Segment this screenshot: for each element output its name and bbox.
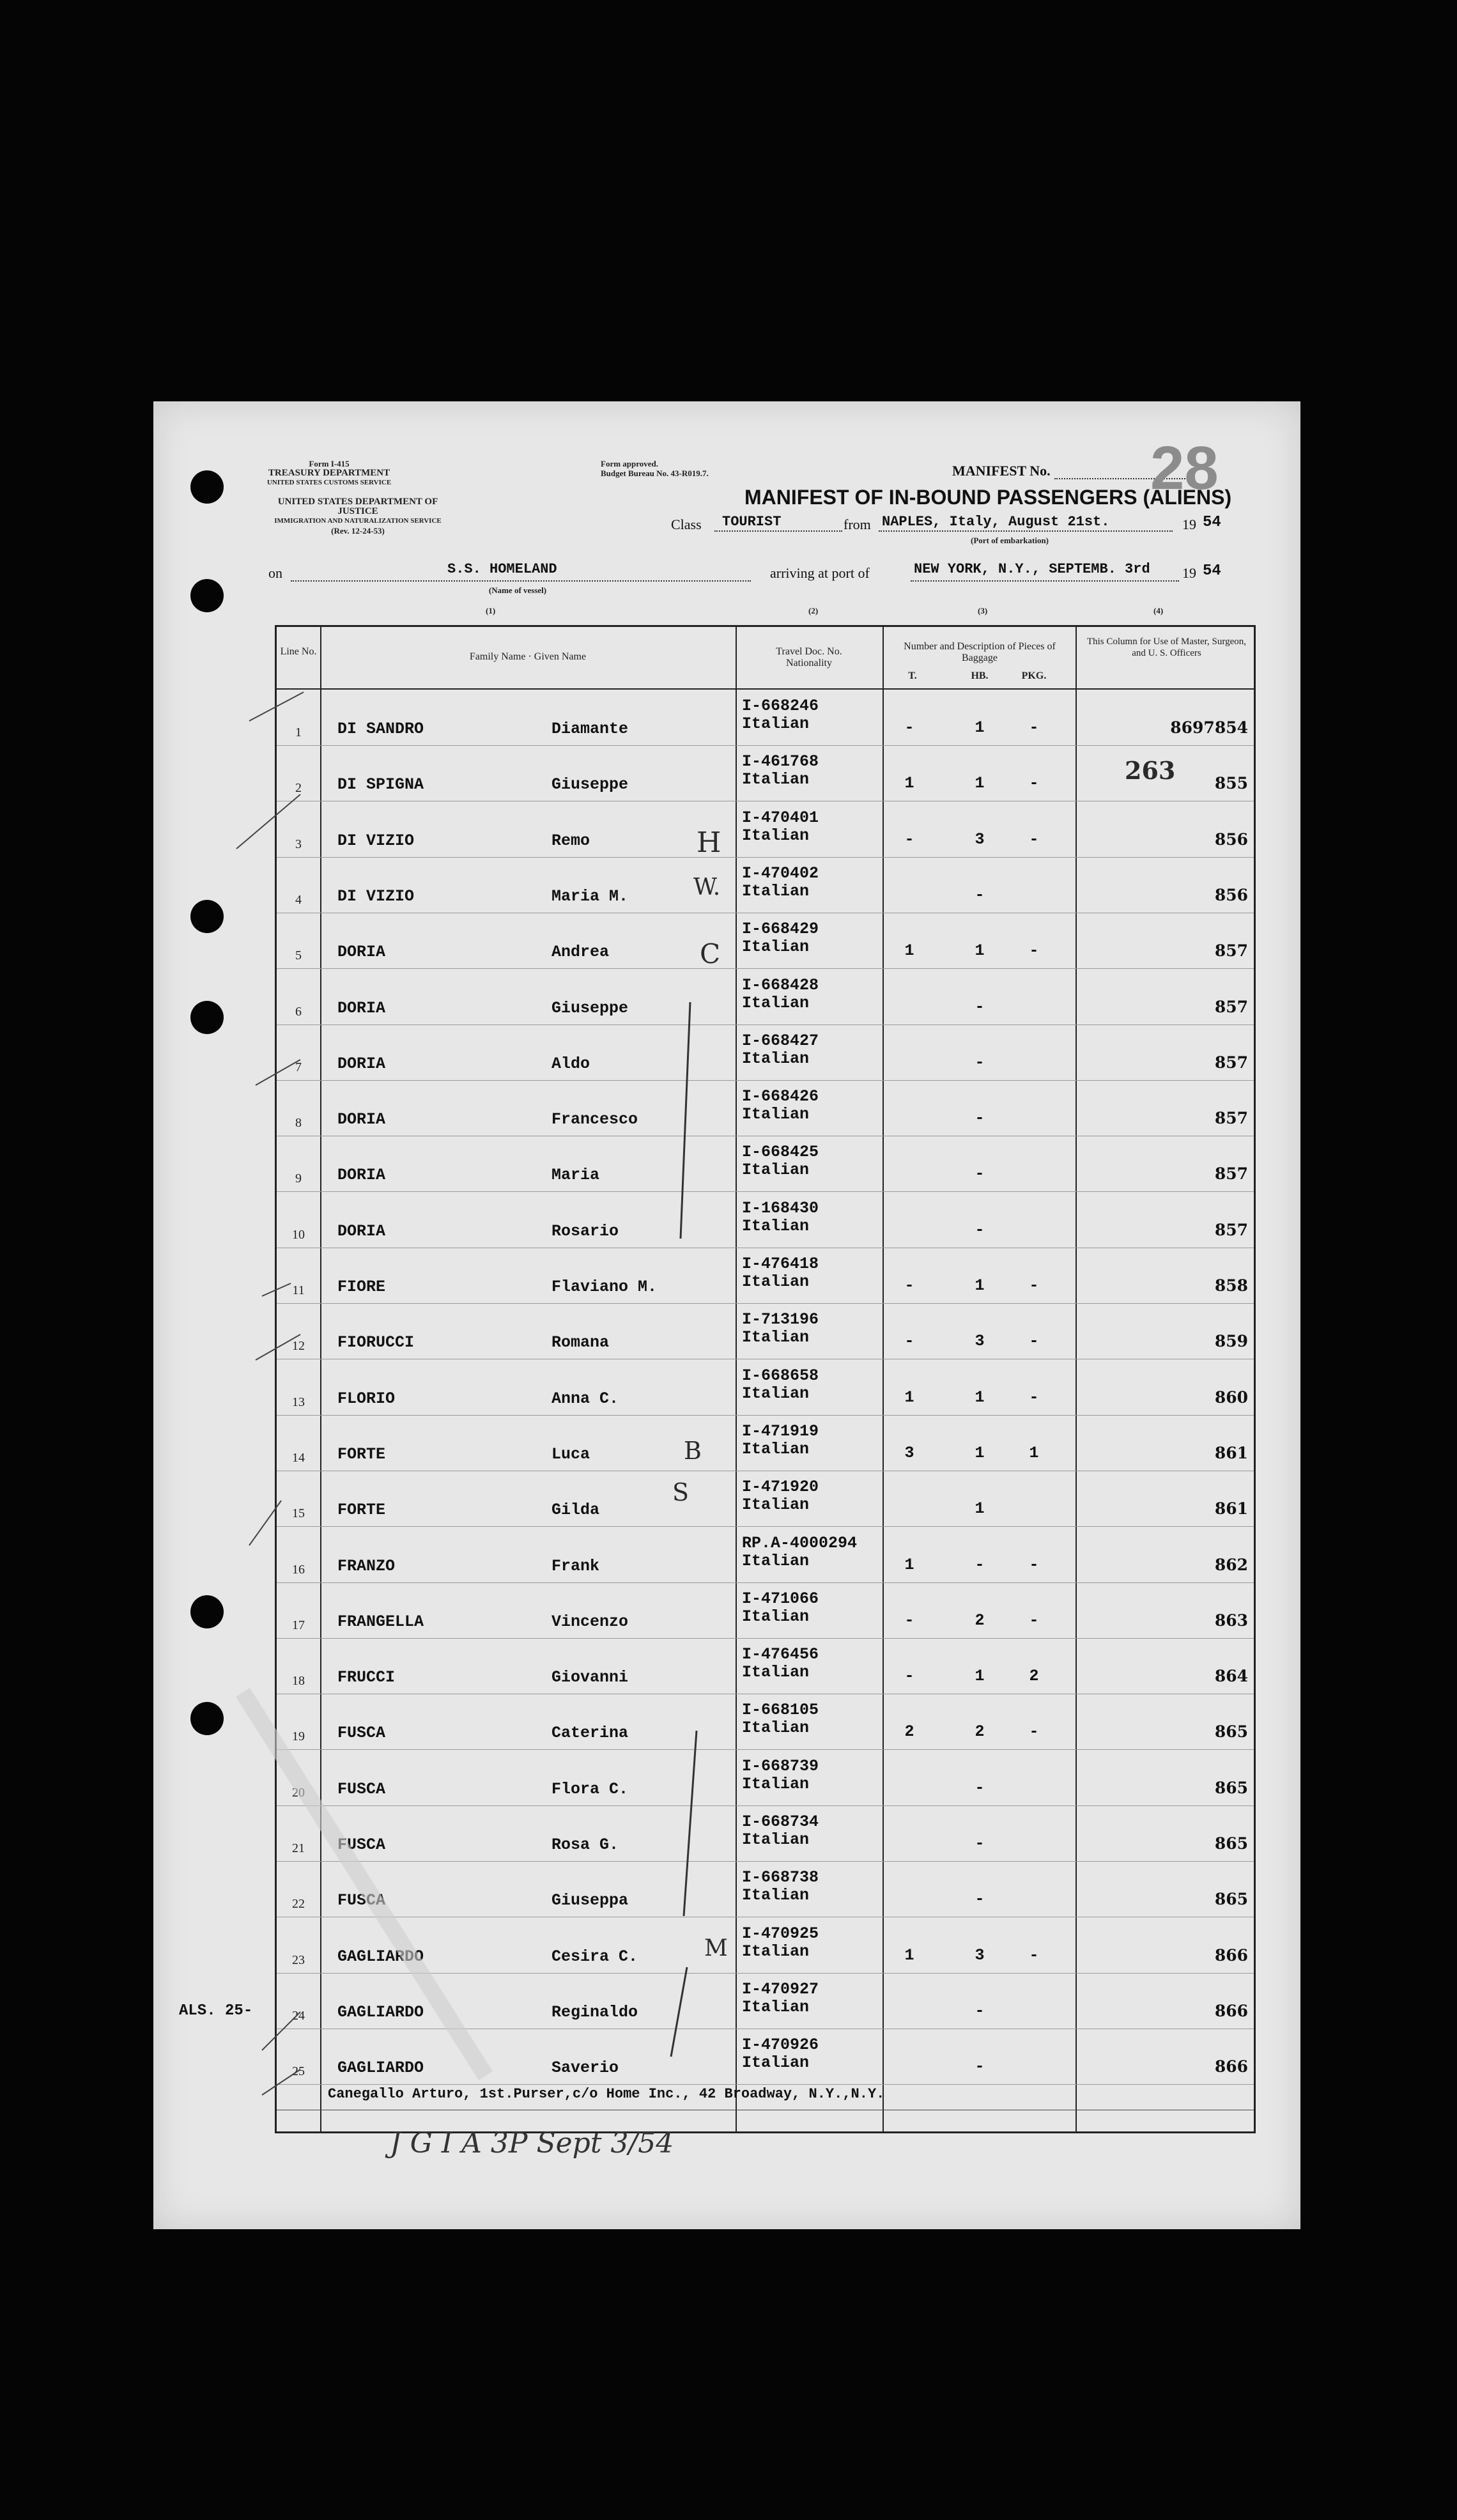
baggage-t: 2 [904, 1722, 914, 1742]
baggage-hb: 3 [975, 830, 985, 849]
given-name: Reginaldo [551, 2002, 638, 2021]
vertical-bracket-stroke [681, 1002, 690, 1239]
baggage-pkg: - [1029, 1555, 1039, 1574]
family-name: FIORUCCI [337, 1333, 415, 1352]
travel-doc-no: I-668734 [742, 1813, 819, 1831]
year-value-1: 54 [1203, 514, 1221, 531]
line-number: 12 [292, 1339, 305, 1354]
check-stroke [249, 692, 304, 721]
baggage-pkg: - [1029, 1722, 1039, 1742]
baggage-hb: 1 [975, 941, 985, 961]
nationality: Italian [742, 1216, 810, 1235]
baggage-hb: - [975, 2057, 985, 2076]
baggage-t: - [904, 1667, 914, 1686]
nationality: Italian [742, 1049, 810, 1068]
nationality: Italian [742, 938, 810, 957]
nationality: Italian [742, 1439, 810, 1458]
line-number: 21 [292, 1841, 305, 1855]
baggage-t: - [904, 830, 914, 849]
line-number: 25 [292, 2064, 305, 2079]
baggage-hb: - [975, 1834, 985, 1853]
hand-strokes [153, 401, 1300, 2229]
officer-note: 862 [1214, 1555, 1248, 1574]
travel-doc-no: I-668739 [742, 1756, 819, 1775]
baggage-t: 1 [904, 1945, 914, 1965]
year-prefix-1: 19 [1182, 516, 1196, 532]
baggage-hb: 3 [975, 1332, 985, 1351]
baggage-hb: 1 [975, 718, 985, 737]
form-approved: Form approved. [601, 459, 659, 468]
baggage-t: 1 [904, 941, 914, 961]
given-name: Vincenzo [551, 1612, 629, 1631]
nationality: Italian [742, 1607, 810, 1626]
family-name: FORTE [337, 1501, 386, 1520]
line-number: 7 [295, 1060, 302, 1074]
hand-mark-m: M [704, 1935, 728, 1961]
given-name: Aldo [551, 1054, 590, 1073]
check-stroke [262, 2012, 300, 2050]
vertical-bracket-stroke [684, 1731, 697, 1916]
treasury-dept: TREASURY DEPARTMENT [268, 468, 390, 478]
family-name: FLORIO [337, 1389, 396, 1408]
baggage-pkg: - [1029, 1388, 1039, 1407]
travel-doc-no: I-470926 [742, 2036, 819, 2055]
check-stroke [249, 1501, 281, 1545]
officer-note: 863 [1214, 1611, 1248, 1630]
arriving-label: arriving at port of [770, 565, 870, 581]
check-stroke [236, 794, 300, 849]
baggage-hb: - [975, 1890, 985, 1909]
line-number: 3 [295, 837, 302, 851]
officer-note: 855 [1214, 774, 1248, 793]
travel-doc-no: I-461768 [742, 752, 819, 771]
baggage-hb: - [975, 1109, 985, 1128]
given-name: Cesira C. [551, 1947, 638, 1966]
line-number: 2 [295, 781, 302, 796]
family-name: DI SPIGNA [337, 775, 424, 794]
family-name: DI VIZIO [337, 831, 415, 850]
family-name: DI VIZIO [337, 886, 415, 906]
travel-doc-no: I-668427 [742, 1031, 819, 1050]
baggage-t: - [904, 1332, 914, 1351]
officer-note: 865 [1214, 1778, 1248, 1797]
vessel-value: S.S. HOMELAND [447, 561, 557, 577]
baggage-pkg: 1 [1029, 1443, 1039, 1462]
family-name: FUSCA [337, 1836, 386, 1854]
officer-note: 865 [1214, 1834, 1248, 1853]
given-name: Maria [551, 1166, 600, 1185]
nationality: Italian [742, 826, 810, 845]
line-number: 8 [295, 1116, 302, 1131]
baggage-t: 1 [904, 1388, 914, 1407]
travel-doc-no: I-470927 [742, 1979, 819, 1998]
travel-doc-no: RP.A-4000294 [742, 1533, 858, 1552]
officer-note: 857 [1214, 997, 1248, 1016]
line-number: 17 [292, 1618, 305, 1632]
travel-doc-no: I-668246 [742, 697, 819, 715]
margin-note: ALS. 25- [179, 2002, 253, 2020]
family-name: GAGLIARDO [337, 1947, 424, 1966]
line-number: 10 [292, 1227, 305, 1242]
baggage-hb: 3 [975, 1945, 985, 1965]
given-name: Remo [551, 831, 590, 850]
travel-doc-no: I-668658 [742, 1366, 819, 1385]
signature: J G I A 3P Sept 3/54 [390, 2127, 674, 2160]
travel-doc-no: I-668738 [742, 1868, 819, 1887]
travel-doc-no: I-168430 [742, 1198, 819, 1217]
baggage-hb: 2 [975, 1722, 985, 1742]
family-name: GAGLIARDO [337, 2002, 424, 2021]
officer-note: 8697854 [1170, 718, 1248, 737]
line-number: 23 [292, 1952, 305, 1967]
line-number: 1 [295, 725, 302, 739]
family-name: FIORE [337, 1278, 386, 1296]
manifest-page [153, 401, 1300, 2229]
officer-note: 857 [1214, 1220, 1248, 1239]
year-value-2: 54 [1203, 562, 1221, 580]
given-name: Giuseppe [551, 998, 629, 1017]
baggage-hb: 1 [975, 1667, 985, 1686]
header-name: Family Name · Given Name [469, 651, 587, 662]
baggage-hb: - [975, 2001, 985, 2020]
line-number: 14 [292, 1450, 305, 1465]
travel-doc-no: I-470402 [742, 863, 819, 883]
nationality: Italian [742, 715, 810, 733]
nationality: Italian [742, 1830, 810, 1849]
travel-doc-no: I-668428 [742, 975, 819, 994]
header-baggage: Number and Description of Pieces of Baggage [904, 641, 1056, 663]
travel-doc-no: I-470925 [742, 1924, 819, 1943]
check-stroke [256, 1060, 300, 1085]
year-prefix-2: 19 [1182, 565, 1196, 581]
officer-note: 866 [1214, 1945, 1248, 1965]
baggage-hb: - [975, 1053, 985, 1072]
line-number: 24 [292, 2008, 305, 2023]
given-name: Luca [551, 1444, 590, 1464]
port-embarkation-caption: (Port of embarkation) [970, 536, 1049, 545]
side-number-263: 263 [1125, 756, 1176, 785]
baggage-t: 1 [904, 774, 914, 793]
nationality: Italian [742, 1886, 810, 1905]
col-mark-3: (3) [978, 606, 988, 615]
baggage-t: - [904, 1276, 914, 1295]
travel-doc-no: I-713196 [742, 1310, 819, 1329]
line-number: 4 [295, 892, 302, 907]
baggage-pkg: 2 [1029, 1667, 1039, 1686]
officer-note: 856 [1214, 885, 1248, 904]
family-name: DORIA [337, 1054, 386, 1073]
form-number: Form I-415 [309, 459, 350, 468]
travel-doc-no: I-470401 [742, 808, 819, 827]
header-bag-hb: HB. [971, 670, 989, 681]
family-name: FRANGELLA [337, 1612, 424, 1631]
header-travel-doc: Travel Doc. No. Nationality [776, 646, 842, 669]
nationality: Italian [742, 1997, 810, 2016]
baggage-hb: - [975, 1164, 985, 1184]
given-name: Rosario [551, 1221, 619, 1241]
travel-doc-no: I-668105 [742, 1701, 819, 1720]
given-name: Giuseppe [551, 775, 629, 794]
col-mark-2: (2) [808, 606, 819, 615]
officer-note: 861 [1214, 1443, 1248, 1462]
family-name: DORIA [337, 1221, 386, 1241]
family-name: FORTE [337, 1444, 386, 1464]
line-number: 19 [292, 1729, 305, 1744]
nationality: Italian [742, 1551, 810, 1570]
baggage-pkg: - [1029, 1276, 1039, 1295]
given-name: Rosa G. [551, 1836, 619, 1854]
family-name: FRANZO [337, 1556, 396, 1575]
nationality: Italian [742, 993, 810, 1012]
baggage-hb: 1 [975, 1443, 985, 1462]
line-number: 5 [295, 948, 302, 963]
nationality: Italian [742, 1105, 810, 1124]
given-name: Caterina [551, 1724, 629, 1743]
nationality: Italian [742, 2053, 810, 2073]
nationality: Italian [742, 1161, 810, 1180]
baggage-pkg: - [1029, 774, 1039, 793]
given-name: Andrea [551, 943, 610, 962]
check-stroke [262, 1283, 291, 1296]
nationality: Italian [742, 1942, 810, 1961]
nationality: Italian [742, 1496, 810, 1515]
purser-line: Canegallo Arturo, 1st.Purser,c/o Home Inc., 42 Broadway, N.Y.,N.Y. [328, 2086, 885, 2102]
baggage-hb: 1 [975, 1499, 985, 1519]
hand-mark-s: S [672, 1478, 690, 1506]
baggage-t: - [904, 1611, 914, 1630]
baggage-pkg: - [1029, 1332, 1039, 1351]
col-mark-4: (4) [1153, 606, 1164, 615]
baggage-hb: - [975, 997, 985, 1016]
travel-doc-no: I-668425 [742, 1143, 819, 1162]
hand-mark-b: B [684, 1437, 702, 1465]
nationality: Italian [742, 881, 810, 901]
officer-note: 857 [1214, 1164, 1248, 1184]
check-stroke [262, 2069, 300, 2095]
given-name: Francesco [551, 1110, 638, 1129]
hand-mark-c: C [700, 938, 721, 970]
officer-note: 865 [1214, 1890, 1248, 1909]
family-name: FUSCA [337, 1891, 386, 1910]
arriving-value: NEW YORK, N.Y., SEPTEMB. 3rd [914, 561, 1150, 577]
given-name: Gilda [551, 1501, 600, 1520]
nationality: Italian [742, 770, 810, 789]
nationality: Italian [742, 1663, 810, 1682]
baggage-pkg: - [1029, 718, 1039, 737]
given-name: Giovanni [551, 1668, 629, 1687]
given-name: Anna C. [551, 1389, 619, 1408]
baggage-hb: - [975, 1778, 985, 1797]
family-name: FUSCA [337, 1779, 386, 1798]
travel-doc-no: I-471919 [742, 1421, 819, 1441]
class-label: Class [671, 516, 702, 532]
travel-doc-no: I-471066 [742, 1589, 819, 1608]
officer-note: 856 [1214, 830, 1248, 849]
baggage-pkg: - [1029, 941, 1039, 961]
nationality: Italian [742, 1774, 810, 1793]
manifest-label: MANIFEST No. [952, 463, 1051, 479]
baggage-t: - [904, 718, 914, 737]
line-number: 13 [292, 1395, 305, 1409]
line-number: 20 [292, 1785, 305, 1800]
on-label: on [268, 565, 282, 581]
line-number: 6 [295, 1004, 302, 1019]
line-number: 22 [292, 1897, 305, 1912]
baggage-hb: 1 [975, 1276, 985, 1295]
family-name: DORIA [337, 943, 386, 962]
revision: (Rev. 12-24-53) [331, 526, 385, 536]
officer-note: 857 [1214, 941, 1248, 961]
line-number: 18 [292, 1674, 305, 1689]
hand-mark-h: H [697, 826, 721, 859]
customs-service: UNITED STATES CUSTOMS SERVICE [266, 479, 392, 486]
manifest-title: MANIFEST OF IN-BOUND PASSENGERS (ALIENS) [744, 486, 1232, 509]
officer-note: 860 [1214, 1388, 1248, 1407]
baggage-pkg: - [1029, 1945, 1039, 1965]
baggage-hb: - [975, 885, 985, 904]
baggage-hb: 1 [975, 1388, 985, 1407]
travel-doc-no: I-476418 [742, 1255, 819, 1273]
baggage-pkg: - [1029, 1611, 1039, 1630]
justice-dept: UNITED STATES DEPARTMENT OF JUSTICE [277, 497, 438, 516]
header-bag-t: T. [908, 670, 917, 681]
officer-note: 859 [1214, 1332, 1248, 1351]
officer-note: 857 [1214, 1053, 1248, 1072]
from-label: from [844, 516, 871, 532]
nationality: Italian [742, 1384, 810, 1403]
nationality: Italian [742, 1272, 810, 1291]
line-number: 9 [295, 1171, 302, 1186]
travel-doc-no: I-476456 [742, 1645, 819, 1664]
travel-doc-no: I-668426 [742, 1087, 819, 1106]
officer-note: 865 [1214, 1722, 1248, 1742]
nationality: Italian [742, 1719, 810, 1738]
vessel-caption: (Name of vessel) [488, 585, 547, 595]
family-name: DORIA [337, 1166, 386, 1185]
travel-doc-no: I-471920 [742, 1478, 819, 1497]
line-number: 15 [292, 1506, 305, 1521]
header-bag-pkg: PKG. [1021, 670, 1047, 681]
given-name: Maria M. [551, 886, 629, 906]
header-officers: This Column for Use of Master, Surgeon, and U. S. Officers [1086, 637, 1247, 658]
officer-note: 857 [1214, 1109, 1248, 1128]
given-name: Diamante [551, 720, 629, 738]
baggage-hb: - [975, 1220, 985, 1239]
family-name: DORIA [337, 1110, 386, 1129]
baggage-hb: - [975, 1555, 985, 1574]
family-name: DI SANDRO [337, 720, 424, 738]
ins-service: IMMIGRATION AND NATURALIZATION SERVICE [274, 517, 442, 525]
officer-note: 861 [1214, 1499, 1248, 1519]
check-stroke [256, 1334, 300, 1360]
baggage-hb: 2 [975, 1611, 985, 1630]
col-mark-1: (1) [486, 606, 496, 615]
baggage-t: 3 [904, 1443, 914, 1462]
nationality: Italian [742, 1328, 810, 1347]
officer-note: 866 [1214, 2057, 1248, 2076]
manifest-number: 28 [1150, 434, 1219, 502]
family-name: FUSCA [337, 1724, 386, 1743]
line-number: 16 [292, 1562, 305, 1577]
header-line-no: Line No. [280, 646, 317, 657]
given-name: Frank [551, 1556, 600, 1575]
given-name: Romana [551, 1333, 610, 1352]
budget-bureau: Budget Bureau No. 43-R019.7. [601, 468, 709, 478]
family-name: FRUCCI [337, 1668, 396, 1687]
family-name: GAGLIARDO [337, 2059, 424, 2078]
baggage-hb: 1 [975, 774, 985, 793]
given-name: Flora C. [551, 1779, 629, 1798]
officer-note: 864 [1214, 1667, 1248, 1686]
baggage-t: 1 [904, 1555, 914, 1574]
officer-note: 866 [1214, 2001, 1248, 2020]
officer-note: 858 [1214, 1276, 1248, 1295]
given-name: Giuseppa [551, 1891, 629, 1910]
baggage-pkg: - [1029, 830, 1039, 849]
given-name: Flaviano M. [551, 1278, 658, 1296]
family-name: DORIA [337, 998, 386, 1017]
travel-doc-no: I-668429 [742, 920, 819, 939]
from-value: NAPLES, Italy, August 21st. [882, 514, 1110, 530]
given-name: Saverio [551, 2059, 619, 2078]
diagonal-crease [243, 1692, 486, 2076]
line-number: 11 [292, 1283, 305, 1297]
class-value: TOURIST [722, 514, 782, 530]
vertical-bracket-stroke [671, 1967, 687, 2057]
hand-mark-w: W. [693, 874, 721, 901]
